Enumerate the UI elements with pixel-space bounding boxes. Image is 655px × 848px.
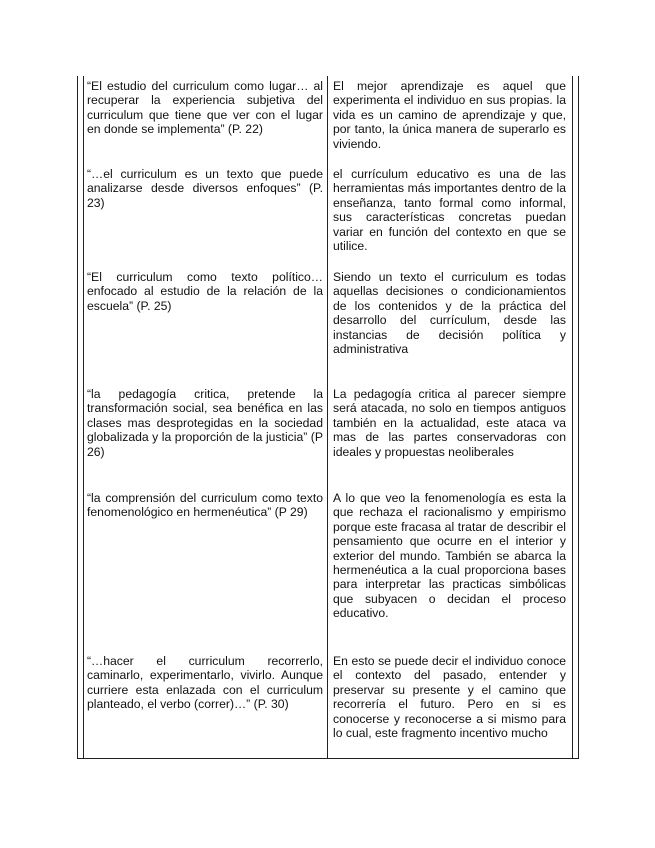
comment-cell: A lo que veo la fenomenología es esta la que rechaza el racionalismo y empirismo porque este fracasa al tratar de describir el pensamiento que ocurre en el interior y exterior del mundo. También se abarca la hermenéutica a la cual proporciona bases para interpretar las practicas simbólicas que subyacen o decidan el proceso educativo. — [333, 491, 566, 621]
quote-cell: “la comprensión del curriculum como texto fenomenológico en hermenéutica” (P 29) — [87, 491, 323, 520]
quote-cell: “…hacer el curriculum recorrerlo, caminarlo, experimentarlo, vivirlo. Aunque curriere esta enlazada con el curriculum planteado, el verbo (correr)…” (P. 30) — [87, 654, 323, 712]
column-divider — [327, 76, 328, 759]
comment-cell: Siendo un texto el curriculum es todas aquellas decisiones o condicionamientos de los contenidos y de la práctica del desarrollo del currículum, desde las instancias de decisión política y administrativa — [333, 270, 566, 357]
comment-cell: El mejor aprendizaje es aquel que experimenta el individuo en sus propias. la vida es un camino de aprendizaje y que, por tanto, la única manera de superarlo es viviendo. — [333, 79, 566, 151]
quote-cell: “la pedagogía critica, pretende la transformación social, sea benéfica en las clases mas desprotegidas en la sociedad globalizada y la proporción de la justicia” (P 26) — [87, 387, 323, 459]
quote-cell: “El curriculum como texto político… enfocado al estudio de la relación de la escuela” (P. 25) — [87, 270, 323, 313]
table-border-inner-right — [572, 76, 573, 759]
table-border-outer-left — [77, 76, 78, 759]
quote-cell: “El estudio del curriculum como lugar… al recuperar la experiencia subjetiva del curriculum que tiene que ver con el lugar en donde se implementa” (P. 22) — [87, 79, 323, 137]
comment-cell: La pedagogía critica al parecer siempre será atacada, no solo en tiempos antiguos también en la actualidad, este ataca va mas de las partes conservadoras con ideales y propuestas neoliberales — [333, 387, 566, 459]
table-border-outer-right — [578, 76, 579, 759]
comment-cell: el currículum educativo es una de las herramientas más importantes dentro de la enseñanza, tanto formal como informal, sus características concretas puedan variar en función del contexto en que se utilice. — [333, 167, 566, 254]
comment-cell: En esto se puede decir el individuo conoce el contexto del pasado, entender y preservar su presente y el camino que recorrería el futuro. Pero en si es conocerse y reconocerse a si mismo para lo cual, este fragmento incentivo mucho — [333, 654, 566, 741]
table-border-inner-left — [83, 76, 84, 759]
notes-table — [77, 76, 579, 759]
quote-cell: “…el curriculum es un texto que puede analizarse desde diversos enfoques” (P. 23) — [87, 167, 323, 210]
table-bottom-border — [77, 758, 579, 759]
